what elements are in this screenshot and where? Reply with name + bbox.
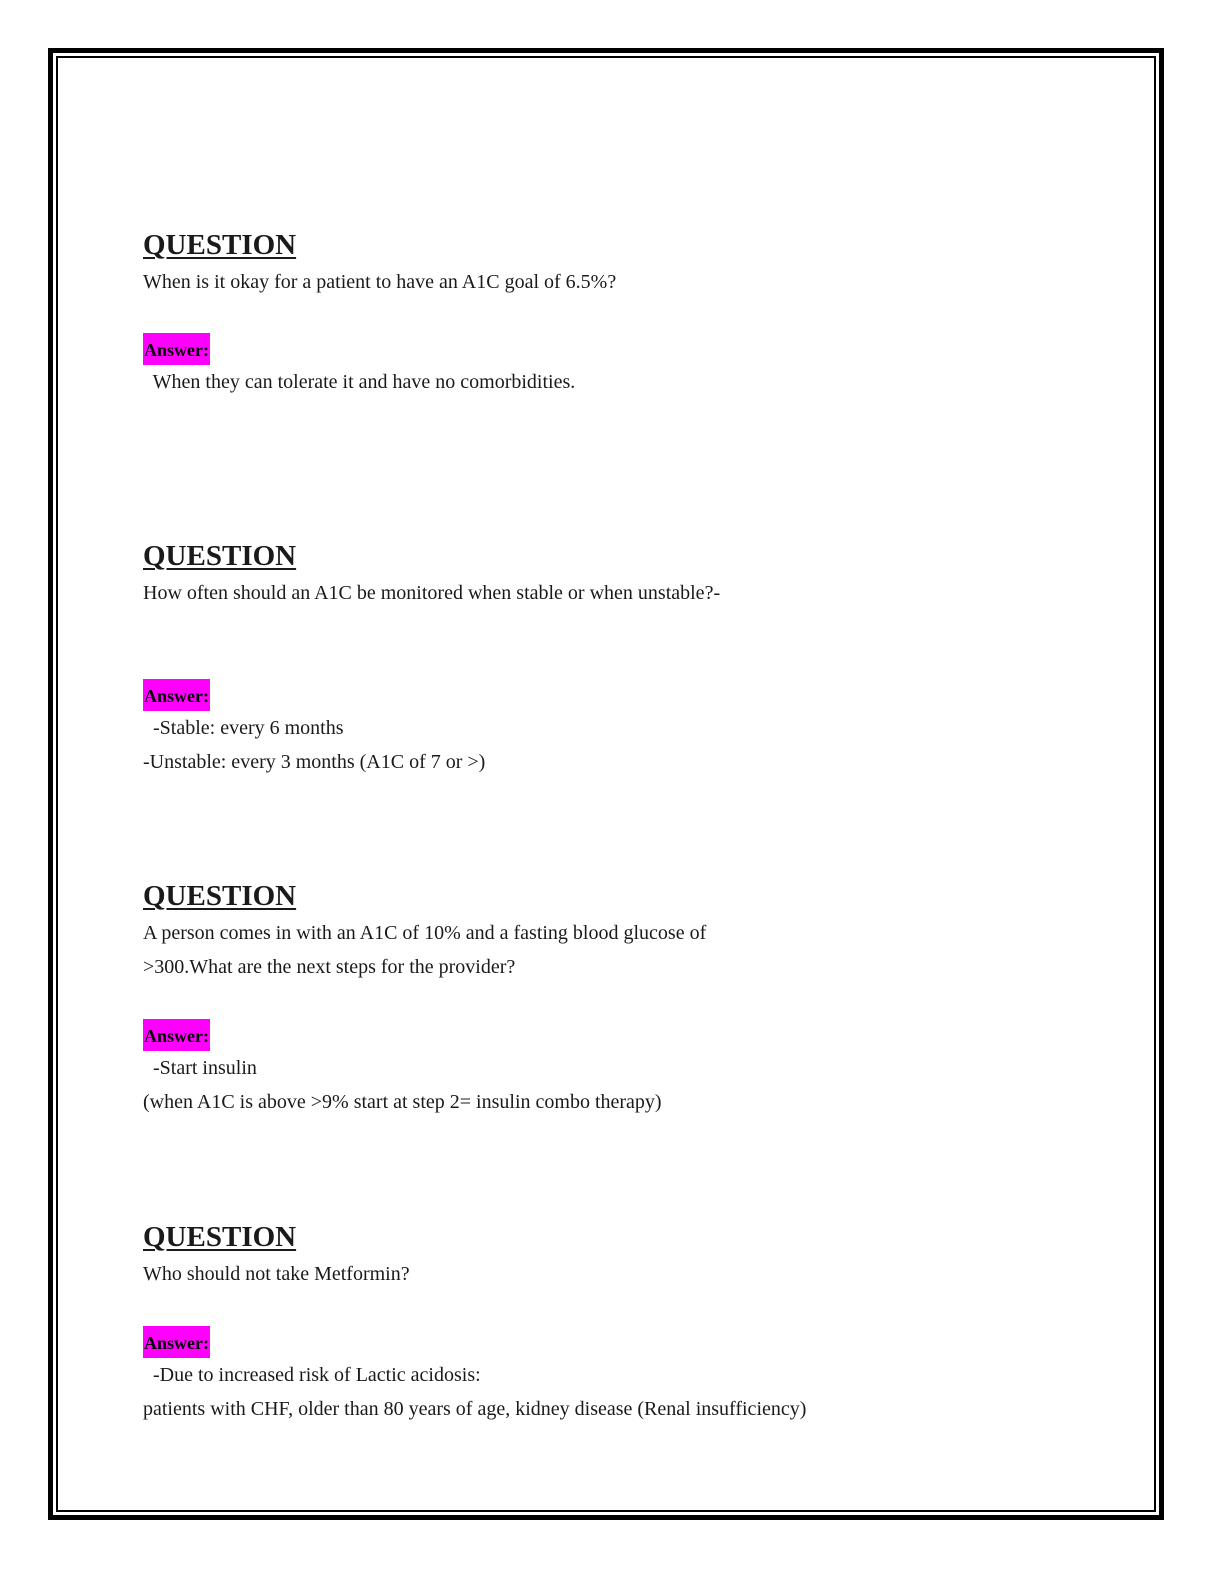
qa-block-1 — [143, 229, 1023, 399]
qa-block-3 — [143, 880, 1023, 1119]
answer-label: Answer: — [143, 1326, 210, 1358]
answer-line: -Stable: every 6 months — [143, 717, 344, 739]
answer-line: -Start insulin — [143, 1057, 257, 1079]
question-line: How often should an A1C be monitored when stable or when unstable?- — [143, 582, 721, 604]
answer-section — [143, 679, 1023, 779]
question-text — [143, 265, 1023, 299]
question-heading: QUESTION — [143, 880, 297, 912]
answer-section — [143, 1326, 1023, 1426]
qa-block-2 — [143, 540, 1023, 779]
question-line: >300.What are the next steps for the provider? — [143, 956, 516, 978]
qa-block-4 — [143, 1221, 1023, 1426]
question-line: A person comes in with an A1C of 10% and a fasting blood glucose of — [143, 922, 707, 944]
question-text — [143, 1257, 1023, 1291]
answer-label: Answer: — [143, 1019, 210, 1051]
answer-label: Answer: — [143, 333, 210, 365]
question-text — [143, 576, 1023, 610]
answer-line: -Due to increased risk of Lactic acidosis: — [143, 1364, 481, 1386]
question-heading: QUESTION — [143, 540, 297, 572]
question-line: When is it okay for a patient to have an A1C goal of 6.5%? — [143, 271, 617, 293]
answer-line: -Unstable: every 3 months (A1C of 7 or >) — [143, 751, 486, 773]
answer-line: When they can tolerate it and have no comorbidities. — [143, 371, 576, 393]
answer-line: (when A1C is above >9% start at step 2= insulin combo therapy) — [143, 1091, 662, 1113]
question-line: Who should not take Metformin? — [143, 1263, 410, 1285]
answer-line: patients with CHF, older than 80 years of age, kidney disease (Renal insufficiency) — [143, 1398, 807, 1420]
question-text — [143, 916, 1023, 984]
answer-label: Answer: — [143, 679, 210, 711]
question-heading: QUESTION — [143, 1221, 297, 1253]
answer-section — [143, 1019, 1023, 1119]
question-heading: QUESTION — [143, 229, 297, 261]
answer-section — [143, 333, 1023, 399]
